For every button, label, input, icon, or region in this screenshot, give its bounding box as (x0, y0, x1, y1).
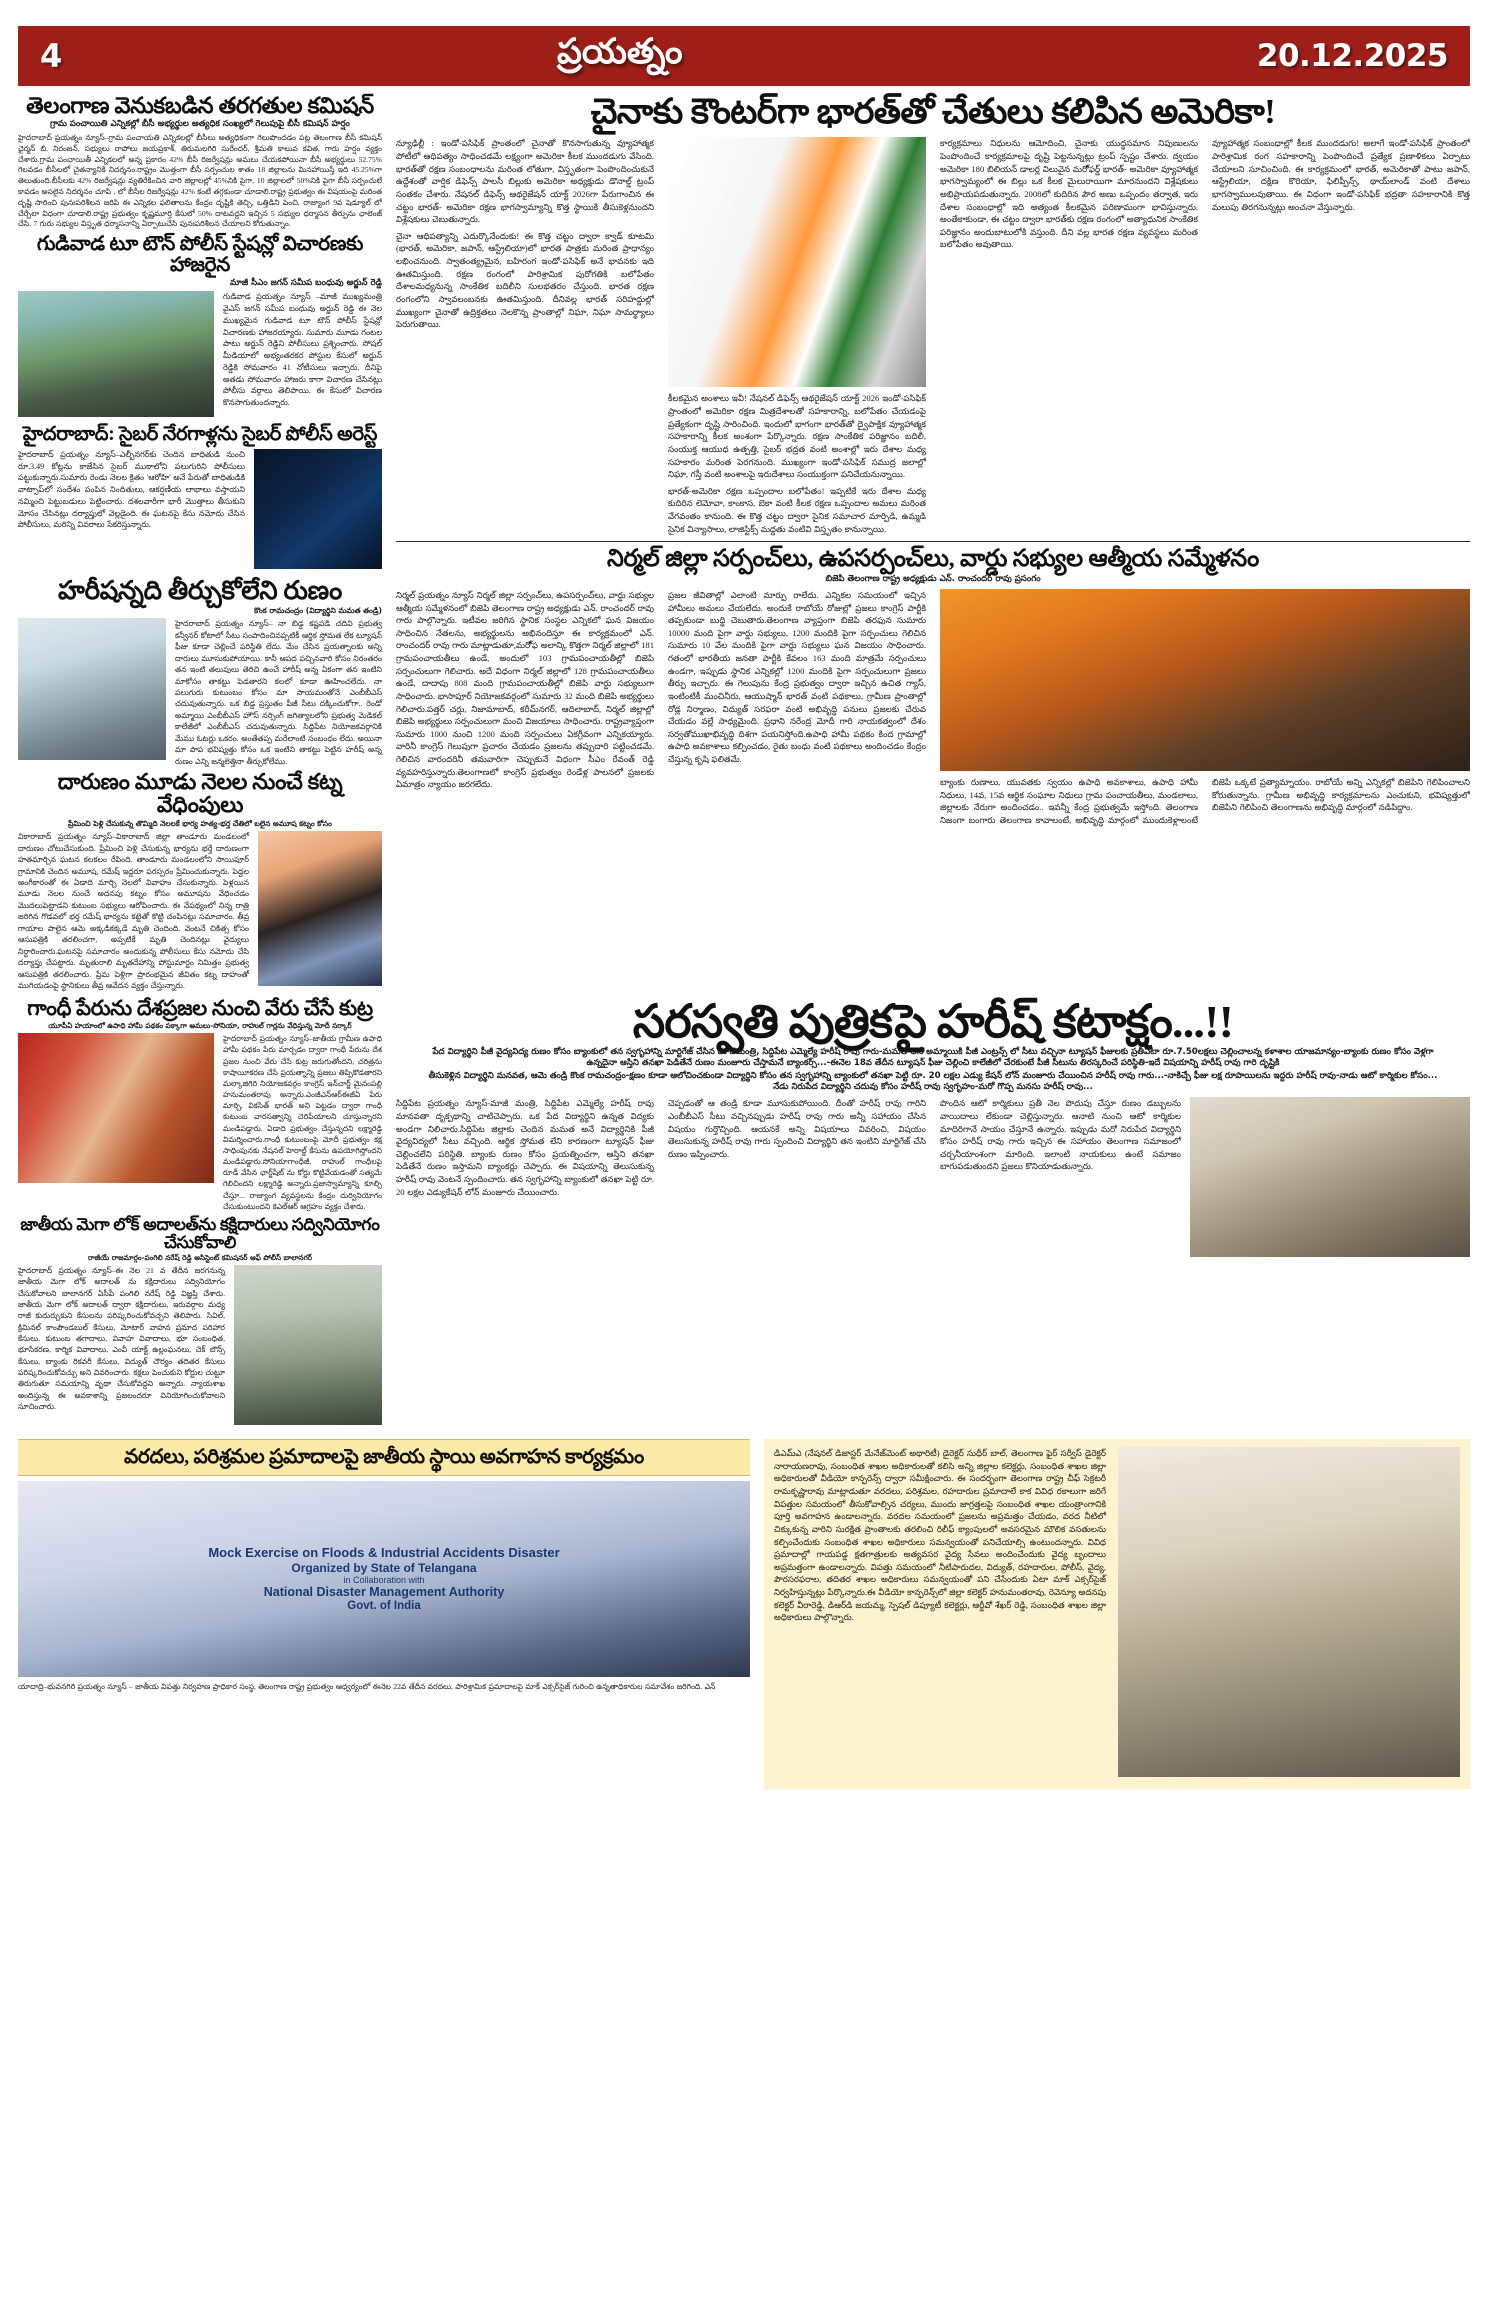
india-us-col-2 (668, 137, 926, 535)
photo-mock-exercise (18, 1481, 750, 1677)
newspaper-page (18, 94, 1470, 1789)
headline-nirmal-sarpanch: నిర్మల్ జిల్లా సర్పంచ్‌లు, ఉపసర్పంచ్‌లు, వార్డు సభ్యుల ఆత్మీయ సమ్మేళనం (607, 546, 1259, 573)
top-region (18, 94, 1470, 996)
nirmal-col-2 (668, 589, 926, 827)
body-police-station: గుడివాడ ప్రయత్నం న్యూస్ –మాజీ ముఖ్యమంత్రి వైఎస్ జగన్ సమీప బంధువు అర్జున్ రెడ్డి ఈ నెల ముఖ్యమైన గుడివాడ టూ టౌన్ పోలీస్ స్టేషన్లో విచారణకు హాజరయ్యారు. సుమారు మూడు గంటల పాటు అర్జున్ రెడ్డిని పోలీసులు ప్రశ్నించారు. సోషల్ మీడియాలో అభ్యంతరకర పోస్టుల కేసులో అర్జున్ రెడ్డికి సోమవారం 41 నోటీసులు ఇచ్చారు. దీనిపై అతడు సోమవారం హాజరు కాగా విచారణ చేసినట్లు పోలీసు వర్గాలు తెలిపాయి. ఈ కేసులో విచారణ కొనసాగుతుందన్నారు. (223, 292, 382, 408)
headline-india-us: చైనాకు కౌంటర్‌గా భారత్‌తో చేతులు కలిపిన అమెరికా! (590, 92, 1276, 131)
photo-gandhi-leaders (18, 1033, 214, 1183)
page-number: 4 (40, 37, 63, 75)
mock-line-1: Mock Exercise on Floods & Industrial Accidents Disaster (208, 1544, 560, 1560)
photo-police-station (18, 291, 214, 417)
subhead-bc-commission: గ్రామ పంచాయితి ఎన్నికల్లో బీసీ అభ్యర్థుల అత్యధిక సంఖ్యలో గెలుపుపై బీసీ కమిషన్ హర్షం (50, 119, 350, 130)
left-column (18, 94, 382, 996)
body-gandhi-a: హైదరాబాద్ ప్రయత్నం న్యూస్–జాతీయ గ్రామీణ ఉపాధి హామీ పథకం పేరు మార్చడం ద్వారా గాంధీ పేరును దేశ ప్రజల నుంచి వేరు చేసే కుట్ర జరుగుతోందని, చరిత్రను కాషాయీకరణ చేసే ప్రయత్నాన్ని ప్రజలు తిప్పికొడతారని మల్కాజిగిరి నియోజకవర్గం కాంగ్రెస్ ఇన్‌చార్జ్ మైనంపల్లి హనుమంతరావు అన్నారు.ఎంజీఎన్ఆర్ఈజీఏ పేరు మార్చి, వికసిత్ భారత్ అని పెట్టడం ద్వారా గాంధీ కుటుంబ వారసత్వాన్ని చెరిపేయాలని చూస్తున్నారని మండిపడ్డారు. ఏడాది ప్రభుత్వం చేస్తున్నదని లక్ష్మారెడ్డి విమర్శించారు.గాంధీ కుటుంబంపై మోదీ ప్రభుత్వం కక్ష సాధింపునకు నేషనల్ హెరాల్డ్ కేసును ఉపయోగిస్తోందని మండిపడ్డారు.సోనియాగాంధీజీ, రాహుల్ గాంధీలపై రూడీ వేసిన ఛార్జ్‌షీట్ ను కోర్టు కొట్టివేయడంతో సత్యమే గెలిచిందని లక్ష్మారెడ్డి అన్నారు.ప్రజాస్వామ్యాన్ని కూల్చి చేస్తూ... రాజ్యాంగ వ్యవస్థలను కేంద్రం దుర్వినియోగం చేసుకుంటుందని కెఎల్ఆర్ ఆగ్రహం వ్యక్తం చేశారు. (223, 1034, 382, 1211)
subhead-lok-adalat: రాజీయే రాజమార్గం-పంగిలి నరేష్ రెడ్డి అసిస్టెంట్ కమిషనర్ ఆఫ్ పోలీస్ బాలానగర్ (87, 1253, 313, 1263)
nirmal-col-3 (940, 589, 1470, 827)
india-us-columns (396, 137, 1470, 535)
publication-date: 20.12.2025 (1256, 38, 1448, 74)
article-india-us (396, 94, 1470, 535)
left-column-middle (18, 995, 382, 1434)
mock-line-2: Organized by State of Telangana (291, 1560, 477, 1575)
mock-line-5: Govt. of India (347, 1600, 421, 1613)
subhead-harish-debt: కొంక రామచంద్రం (విద్యార్థిని మమత తండ్రి) (254, 605, 382, 615)
article-gandhi (18, 995, 382, 1212)
body-bc-commission: హైదరాబాద్ ప్రయత్నం న్యూస్–గ్రామ పంచాయతి ఎన్నికలల్లో బీసీలు అత్యధికంగా గెలుపొందడం పట్ల తెలంగాణ బీసీ కమిషన్ ఛైర్మన్ బి. నిరంజన్, సభ్యులు రాపోలు జయప్రకాశ్, తిరుమలగిరి సురేందర్, శ్రీమతి కాలువ కవిత, గారు హర్షం వ్యక్తం చేశారు.గ్రామ పంచాయితీ ఎన్నికలలో అన్న ప్రకారం 42% బీసీ రిజర్వేషన్లు అమలు చేయకపోయినా బీసీ అభ్యర్థులు 52.75% గెలవడం బీసీలలో చైతన్యానికి నిదర్శనం.రాష్ట్రం మొత్తంగా బీసీ సర్పంచుల శాతం 18 జిల్లాలను మినహాయిస్తే ఇది 45.25%గా తెలుతుంది.బీసీలకు 42% రిజర్వేషన్లు వ్యతిరేకించిన వారి జిల్లాలల్లో 45%నికి పైగా, 10 జిల్లాలలో 50%నికి పైగా బీసీ సర్పంచులే కావడం అసలైన నిదర్శనం చూపి , లో బీసీల రిజర్వేషన్లు 42% కంటే తగ్గకుండా చూడాలి.రాష్ట్ర ప్రభుత్వం ఈ విషయంపై మరింత దృష్టి సారించి పునఃపరిశీలన జరిపి ఈ ఎన్నికల ఫలితాలను కేంద్రం దృష్టికి తెచ్చి, ఒత్తిడిని పెంచి, రాజ్యాంగ 9వ షెడ్యూల్ లో చేర్చేలా విధంగా చూడాలి.రాష్ట్ర ప్రభుత్వం కృష్ణమూర్తి కేసులో 50% దాటవద్దని ఇచ్చిన 5 సభ్యుల ధర్మాసన తీర్పును ఛాలెంజ్ చేసి, 7 గురు సభ్యుల విస్తృత ధర్మాసనాన్ని ఏర్పాటుచేసి పునఃపరిశీలన చేయాలని కోరుతున్నాం. (18, 133, 382, 229)
body-india-us-1a: న్యూఢిల్లీ : ఇండో-పసిఫిక్ ప్రాంతంలో చైనాతో కొనసాగుతున్న వ్యూహాత్మక పోటీలో ఆధిపత్యం సాధించడమే లక్ష్యంగా అమెరికా కీలక ముందడుగు వేసింది. భారత్‌తో రక్షణ సంబంధాలను మరింత లోతుగా, విస్తృతంగా పెంపొందించుకునే ఉద్దేశంతో వార్షిక డిఫెన్స్ పాలసీ బిల్లుకు అమెరికా అధ్యక్షుడు డొనాల్డ్ ట్రంప్ సంతకం చేశారు. నేషనల్ డిఫెన్స్ ఆథరైజేషన్ యాక్ట్ 2026గా పేరుగాంచిన ఈ చట్టం భారత్- అమెరికా రక్షణ భాగస్వామ్యాన్ని కొత్త స్థాయికి తీసుకెళ్లనుందని విశ్లేషకులు చెబుతున్నారు. (396, 138, 654, 225)
middle-region (18, 995, 1470, 1434)
divider-nirmal (396, 541, 1470, 542)
headline-disaster: వరదలు, పరిశ్రమల ప్రమాదాలపై జాతీయ స్థాయి అవగాహన కార్యక్రమం (123, 1446, 645, 1469)
body-saraswati-3: పొందిన ఆటో కార్మికులు ప్రతీ నెల పొదుపు చేస్తూ రుణం డబ్బులను వాయిదాలు లేకుండా చెల్లిస్తున్నారు. ఆనాటి నుంచి ఆటో కార్మికుల మాదిరిగానే సాయం చేస్తూనే ఉన్నారు. ఇప్పుడు మరో నిరుపేద విద్యార్థిని కోసం హరీష్ రావు గారు ఇచ్చిన ఈ సహాయం తెలంగాణ సమాజంలో చర్చనీయాంశంగా మారింది. ఇలాంటి నాయకులు ఉంటే సమాజం బాగుపడుతుందని ప్రజలు కొనియాడుతున్నారు. (940, 1098, 1181, 1172)
photo-india-us-handshake (668, 137, 926, 387)
photo-mock-exercise-screen-text (18, 1481, 750, 1677)
body-lok-adalat: హైదరాబాద్ ప్రయత్నం న్యూస్–ఈ నెల 21 వ తేదీన జరగనున్న జాతీయ మెగా లోక్ అదాలత్ ను కక్షిదారులు సద్వినియోగం చేసుకోవాలని బాలానగర్ ఏసీపీ పంగిలి నరేష్ రెడ్డి విజ్ఞప్తి చేశారు. జాతీయ మెగా లోక్ అదాలత్ ద్వారా కక్షిదారులు, ఇరువర్గాల మధ్య రాజీ కుదుర్చుకుని కేసులను పరిష్కరించుకోవచ్చని తెలిపారు. సివిల్, క్రిమినల్ కాంపౌండబుల్ కేసులు, మోటార్ వాహన ప్రమాద పరిహార కేసులు, కుటుంబ తగాదాలు, వివాహ వివాదాలు, భూ సంబంధిత, భూసేకరణ, కార్మిక వివాదాలు, ఎంవీ యాక్ట్ ఉల్లంఘనలు, చెక్ బౌన్స్ కేసులు, బ్యాంకు రికవరీ కేసులు, విద్యుత్ చౌర్యం తదితర కేసులు పరిష్కరించుకోవచ్చు అని వివరించారు. కక్షలు పెంచుకుని కోర్టుల చుట్టూ తిరుగుతూ సమయాన్ని వృథా చేసుకోవద్దని అన్నారు. న్యాయశాఖ అందిస్తున్న ఈ అవకాశాన్ని ప్రజలందరూ వినియోగించుకోవాలని సూచించారు. (18, 1266, 225, 1411)
india-us-col-1 (396, 137, 654, 535)
newspaper-title: ప్రయత్నం (556, 32, 683, 71)
banner-disaster (18, 1439, 750, 1476)
photo-cyber-crime (254, 449, 382, 569)
headline-saraswati: సరస్వతి పుత్రికపై హరీష్ కటాక్షం...!! (632, 995, 1234, 1047)
body-nirmal-1: నిర్మల్ ప్రయత్నం న్యూస్ నిర్మల్ జిల్లా సర్పంచ్‌లు, ఉపసర్పంచ్‌లు, వార్డు సభ్యుల ఆత్మీయ సమ్మేళనంలో బిజెపి తెలంగాణ రాష్ట్ర అధ్యక్షుడు ఎన్. రాంచందర్ రావు గారు పాల్గొన్నారు. ఇటీవల జరిగిన స్థానిక సంస్థల ఎన్నికలో ఘన విజయం సాధించిన నేతలను, అభ్యర్థులను అభినందిస్తూ ఈ కార్యక్రమంలో ఎన్. రాంచందర్ రావు గారు మాట్లాడుతూ,మరో్ఫ అలాన్కి కొత్తగా నిర్మల్ జిల్లాలో 181 గ్రామపంచాయతీలు ఉండే, అందులో 103 గ్రామపంచాయతీల్లో బిజెపి సర్పంచులుగా గెలిచారు. అదే విధంగా నిర్మల్ జిల్లాలో 128 గ్రామపంచాయతీలు ఉండే, దాదాపు 808 మంది గ్రామపంచాయతీల్లో బిజెపి వార్డు సభ్యులుగా సాధించారు. భాసాపూర్ నియోజకవర్గంలో సుమారు 32 మంది బిజెపి అభ్యర్థులు గెలిచారు.పత్తర్ చర్లు, నిజామాబాద్, కరీమ్‌నగర్, ఆదిలాబాద్, నిర్మల్ జిల్లాల్లో బిజెపి అభ్యర్థులు సర్పంచులుగా మంచి విజయాలు సాధించారు. రాష్ట్రవ్యాప్తంగా సుమారు 1000 నుంచి 1200 మంది సర్పంచులు ఏకగ్రీవంగా ఎన్నికయ్యారు. వారినీ కాంగ్రెస్ గెలుపుగా ప్రచారం చేయడం ప్రజలను తప్పుదారి పట్టించడమే. గెలిచిన వారందరినీ తమవారిగా చెప్పుకునే విధంగా సీఎం రేవంత్ రెడ్డి వ్యవహరిస్తున్నారు.తెలంగాణలో కాంగ్రెస్ ప్రభుత్వం రెండేళ్ల పాలనలో ప్రజలకు ఏమాత్రం న్యాయం జరగలేదు. (396, 589, 654, 790)
mock-line-3: in Collaboration with (343, 1575, 425, 1586)
right-feature-region (396, 94, 1470, 996)
headline-bc-commission: తెలంగాణ వెనుకబడిన తరగతుల కమిషన్ (26, 93, 374, 118)
body-india-us-2a: కీలకమైన అంశాలు ఇవీ! నేషనల్ డిఫెన్స్ ఆథరైజేషన్ యాక్ట్ 2026 ఇండో-పసిఫిక్ ప్రాంతంలో అమెరికా రక్షణ మిత్రదేశాలతో సహకారాన్ని, బలోపేతం చేయడంపై ప్రత్యేకంగా దృష్టి సారించింది. ఇందులో భాగంగా భారత్‌తో ద్వైపాక్షిక వ్యూహాత్మక సహకారాన్ని కీలక అంశంగా పేర్కొన్నారు. రక్షణ సాంకేతిక పరిజ్ఞానం బదిలీ, సంయుక్త ఆయుధ ఉత్పత్తి, సైబర్ భద్రత వంటి అంశాల్లో ఇరు దేశాల మధ్య సహకారం మరింత పెరగనుంది. ముఖ్యంగా ఇండో-పసిఫిక్ సముద్ర జలాల్లో నిఘా, గస్తీ వంటి అంశాలపై ఇరుదేశాలు సంయుక్తంగా పనిచేయనున్నాయి. (668, 393, 926, 480)
india-us-col-4 (1212, 137, 1470, 535)
headline-harish-debt: హరీషన్నది తీర్చుకోలేని రుణం (58, 575, 342, 605)
photo-bjp-rally (940, 589, 1470, 771)
disaster-left (18, 1439, 750, 1692)
subhead-gandhi: యూపీఏ హయాంలో ఉపాధి హామీ పథకం పక్కాగా అమలు-సోనియా, రాహుల్ గార్లను వేధిస్తున్న మోదీ సర్కార్ (48, 1021, 352, 1031)
mock-line-4: National Disaster Management Authority (263, 1585, 505, 1600)
india-us-col-3 (940, 137, 1198, 535)
subhead-dowry-murder: ప్రేమించి పెళ్లి చేసుకున్న తొమ్మిది నెలలకే భార్య హత్య-భర్త చేతిలో బలైన అమూష కట్నం కోసం (68, 818, 332, 828)
body-disaster: డిఎమ్ఎ (నేషనల్ డిజాస్టర్ మేనేజ్‌మెంట్ అథారిటీ) డైరెక్టర్ సుధీర్ బాల్, తెలంగాణ ఫైర్ సర్వీస్ డైరెక్టర్ నారాయణరావు, సంబంధిత శాఖల అధికారులతో కలిసి అన్ని జిల్లాల కలెక్టర్లు, సంబంధిత శాఖల జిల్లా అధికారులతో వీడియో కాన్ఫరెన్స్ ద్వారా సమీక్షించారు. ఈ సందర్భంగా తెలంగాణ రాష్ట్ర చీఫ్ సెక్రటరీ రామకృష్ణారావు మాట్లాడుతూ వరదలు, పరిశ్రమల, రహదారుల ప్రమాదాలే కాక వివిధ రకాలుగా జరిగే విపత్తుల సమయంలో తీసుకోవాల్సిన చర్యలు, ముందు జాగ్రత్తలపై సంబంధిత శాఖల యంత్రాంగానికి పూర్తి అవగాహన ఉండాలన్నారు. వరదల సమయంలో ప్రజలను అప్రమత్తం చేయడం, వరద నీటిలో చిక్కుకున్న వారిని సురక్షిత ప్రాంతాలకు తరలించి రిలీఫ్ క్యాంపులలో అవసరమైన మౌలిక వసతులను కల్పించేందుకు సంబంధిత శాఖల అధికారులు సమన్వయంతో పనిచేయాల్సి ఉంటుందన్నారు. వివిధ ప్రమాదాల్లో గాయపడ్డ క్షతగాత్రులకు అత్యవసర వైద్య సేవలు అందించేందుకు వైద్య బృందాలు అప్రమత్తంగా ఉండాలన్నారు. విపత్తు సమయంలో నీటిపారుదల, విద్యుత్, రహదారుల, పోలీస్, వైద్య, పౌరసరఫరాల, తదితర శాఖల అధికారులు సమన్వయంతో పని చేసేందుకు ఏటా మాక్ ఎక్సర్‌సైజ్ నిర్వహిస్తున్నట్లు పేర్కొన్నారు.ఈ వీడియో కాన్ఫరెన్స్‌లో జిల్లా కలెక్టర్ హనుమంతరావు, రెవెన్యూ అదనపు కలెక్టర్ వీరారెడ్డి, డిఆర్‌డి జయమ్మ, స్పెషల్ డిప్యూటీ కలెక్టర్లు, ఆర్డీవో శేఖర్ రెడ్డి, సంబంధిత శాఖల జిల్లా అధికారులు పాల్గొన్నారు. (774, 1448, 1106, 1623)
body-nirmal-2: ప్రజల జీవితాల్లో ఎలాంటి మార్పు రాలేదు. ఎన్నికల సమయంలో ఇచ్చిన హామీలు అమలు చేయలేదు. అందుకే రాబోయే రోజుల్లో ప్రజలు కాంగ్రెస్ పార్టీకి తప్పకుండా బుద్ధి చెబుతారు.తెలంగాణ వ్యాప్తంగా బిజెపి తరఫున సుమారు 10000 మంది పైగా వార్డు సభ్యులు, 1200 మందికి పైగా సర్పంచులు గెలిచిన సుమారు 10 వేల మందికి పైగా వార్డు సభ్యులు ఘన విజయం సాధించారు. గతంలో భారతీయ జనతా పార్టీకి కేవలం 163 మంది మాత్రమే సర్పంచులు ఉండగా, ఇప్పుడు స్థానిక ఎన్నికల్లో 1200 మందికి పైగా సర్పంచులుగా ప్రజలు తీర్పు ఇచ్చారు. ఈ గెలుపును కేంద్ర ప్రభుత్వం ద్వారా ఇచ్చిన ఉచిత గ్యాస్, ఇంటింటికీ మంచినీరు, ఆయుష్మాన్ భారత్ వంటి పథకాలు, గ్రామీణ ప్రాంతాల్లో రోడ్ల నిర్మాణం, విద్యుత్ సరఫరా వంటి అభివృద్ధి పనులు ప్రజలకు చేరువ చేయడం వల్లే సాధ్యమైంది. ప్రధాని నరేంద్ర మోదీ గారి నాయకత్వంలో దేశం సర్వతోముఖాభివృద్ధి దిశగా పయనిస్తోంది.ఉపాధి హామీ పథకం కింద గ్రామాల్లో ఉపాధి అవకాశాలు కల్పించడం, రైతు బంధు వంటి పథకాలు అందించడం కేంద్రం చేస్తున్న కృషి ఫలితమే. (668, 589, 926, 765)
headline-police-station: గుడివాడ టూ టౌన్ పోలీస్ స్టేషన్లో విచారణకు హాజరైన (36, 233, 364, 276)
article-saraswati (396, 995, 1470, 1434)
disaster-right (764, 1439, 1470, 1789)
photo-police-officer (234, 1265, 382, 1425)
headline-gandhi: గాంధీ పేరును దేశప్రజల నుంచి వేరు చేసే కుట్ర (27, 995, 373, 1020)
photo-couple (258, 831, 382, 986)
body-india-us-1b: చైనా ఆధిపత్యాన్ని ఎదుర్కొనేందుకు! ఈ కొత్త చట్టం ద్వారా క్వాడ్ కూటమి (భారత్, అమెరికా, జపాన్, ఆస్ట్రేలియా)లో భారత పాత్రకు మరింత ప్రాధాన్యం లభించనుంది. స్వాతంత్య్రమైన, బహిరంగ ఇండో-పసిఫిక్ అనే భావనకు ఇది ఊతమిస్తుంది. రక్షణ రంగంలో పారిశ్రామిక పురోగతికి బలోపేతం దేశాలమధ్యనున్న సాంకేతిక బదిలీని సులభతరం చేస్తుంది. భారత రక్షణ రంగంలోని స్వావలంబనకు ఊతమిస్తుంది. దీనివల్ల భారత్ సరిహద్దుల్లో ముఖ్యంగా చైనాతో ఉద్రిక్తతలు నెలకొన్న ప్రాంతాల్లో నిఘా, నిఘా సామర్థ్యాలు పెరుగుతాయి. (396, 230, 654, 330)
article-nirmal-sarpanch (396, 541, 1470, 826)
body-india-us-2b: భారత్-అమెరికా రక్షణ ఒప్పందాల బలోపేతం! ఇప్పటికే ఇరు దేశాల మధ్య కుదిరిన లెమోవా, కాంకాస, బెకా వంటి కీలక రక్షణ ఒప్పందాల అమలు మరింత వేగవంతం కానుంది. ఈ కొత్త చట్టం ద్వారా సైనిక సమాచార మార్పిడి, ఉమ్మడి సైనిక విన్యాసాలు, లాజిస్టిక్స్ మద్దతు వంటివి విస్తృతం కానున్నాయి. (668, 485, 926, 534)
masthead-banner (18, 26, 1470, 86)
body-saraswati-2: చెప్పడంతో ఆ తండ్రి కూడా మూసుకుపోయింది. దీంతో హరీష్ రావు గారిని ఎంబీబీఎస్ సీటు వచ్చినప్పుడు హరీష్ రావు గారు అన్నీ సహాయం చేసిన విషయం గుర్తొచ్చింది. ఆయనకే అన్ని విషయాలు వివరించి, విషయం తెలుసుకున్న హరీష్ రావు గారు స్పందించి విద్యార్థిని తన ఇంటిని మార్టిగేజ్ చేసి రుణం ఇప్పించారు. (668, 1098, 926, 1159)
headline-cyber-arrest: హైదరాబాద్: సైబర్ నేరగాళ్లను సైబర్ పోలీస్ అరెస్ట్ (22, 424, 378, 446)
nirmal-col-1 (396, 589, 654, 827)
subhead-police-station: మాజీ సీఎం జగన్ సమీప బంధువు అర్జున్ రెడ్డి (230, 277, 382, 288)
headline-dowry-murder: దారుణం మూడు నెలల నుంచే కట్న వేధింపులు (57, 769, 343, 818)
article-bc-commission (18, 94, 382, 230)
body-harish-debt: హైదరాబాద్ ప్రయత్నం న్యూస్– నా బిడ్డ కష్టపడి చదివి ప్రభుత్వ కన్వీనర్ కోటాలో సీటు సంపాదించినప్పటికీ ఆర్థిక స్తోమత లేక ట్యూషన్ ఫీజు కూడా చెల్లించే పరిస్థితి లేదు. మేం చేసిన ప్రయత్నాలకు అన్ని దారులు మూసుకుపోయాయి. కానీ ఆపద పచ్చినవారి కోసం నిరంతరం తన ఇంటి తలుపులు తెరిచి ఉంచే హారీష్ అన్న ఏకంగా తన ఇంటిని మాకోసం తాకట్టు పెడతారని కలలో కూడా ఊహించలేదు. నా పలుగురు కుటుంబం కోసం మా సాయమంతోనే ఎంబీబీఎస్ చదువుతున్నారు. ఒక బిడ్డ ప్రస్తుతం పీజీ సీటు దక్కించుకోగా.. రెండో అమ్మాయి ఎంబీబీఎస్ హౌస్ నర్సింగ్ జగిత్యాలలోని ప్రభుత్వ మెడికల్ కాలేజీలో ఎంబీబీఎస్ చదువుతున్నారు. సిద్దిపేట నియోజకవర్గానికి మేము ఓటర్లు ఒకరం. అంతేతప్ప మరేలాంటి సంబంధం లేదు. అయినా మా పాప భవిష్యత్తు కోసం ఒక ఇంటిని తాకట్టు పెట్టిన హరీష్ అన్న రుణం ఎన్ని జన్మలెత్తినా తీర్చుకోలేము. (175, 619, 382, 766)
saraswati-col-1 (396, 1097, 654, 1261)
caption-disaster: యాదాద్రి–భువనగిరి ప్రయత్నం న్యూస్ – జాతీయ విపత్తు నిర్వహణ ప్రాధికార సంస్థ, తెలంగాణ రాష్ట్ర ప్రభుత్వం ఆధ్వర్యంలో ఈనెల 22వ తేదీన వరదలు, పారిశ్రామిక ప్రమాదాలపై మాక్ ఎక్సర్‌సైజ్ గురించి ఉన్నతాధికారుల సమావేశం జరిగింది. ఎన్ (18, 1681, 716, 1691)
article-cyber-arrest (18, 425, 382, 572)
headline-lok-adalat: జాతీయ మెగా లోక్ అదాలత్‌ను కక్షిదారులు సద్వినియోగం చేసుకోవాలి (20, 1214, 380, 1252)
body-india-us-3b: వ్యూహాత్మక సంబంధాల్లో కీలక ముందడుగు! అలాగే ఇండో-పసిఫిక్ ప్రాంతంలో పారిశ్రామిక రంగ సహకారాన్ని పెంపొందించే ప్రత్యేక ప్రణాళికలు ఏర్పాటు చేయాలని సూచించింది. ఈ కార్యక్రమంలో భారత్, అమెరికాతో పాటు జపాన్, ఆస్ట్రేలియా, దక్షిణ కొరియా, ఫిలిప్పీన్స్, థాయ్‌లాండ్ వంటి దేశాలు భాగస్వాములవుతాయి. ఈ విధంగా ఇండో-పసిఫిక్ భద్రతా సహకారానికి కొత్త మలుపు తిరగనున్నట్లు అంచనా వేస్తున్నారు. (1212, 138, 1470, 212)
saraswati-col-2 (668, 1097, 926, 1261)
saraswati-col-3 (940, 1097, 1470, 1261)
body-dowry-murder: వికారాబాద్ ప్రయత్నం న్యూస్–వికారాబాద్ జిల్లా తాండూరు మండలంలో దారుణం చోటుచేసుకుంది. ప్రేమించి పెళ్లి చేసుకున్న భార్యను భర్తే దారుణంగా హతమార్చిన ఘటన కలకలం రేపింది. తాండూరు మండలంలోని సాయిపూర్ గ్రామానికి చెందిన అమూష, రమేష్ ఇద్దరూ పరస్పరం ప్రేమించుకున్నారు. పెద్దల అంగీకారంతో ఈ ఏడాది మార్చి నెలలో వివాహం చేసుకున్నారు. పెళ్లయిన మూడు నెలల నుంచే అదనపు కట్నం కోసం అమూషను వేధించడం మొదలుపెట్టాడని కుటుంబ సభ్యులు ఆరోపించారు. ఈ నేపథ్యంలో నిన్న రాత్రి జరిగిన గొడవలో భర్త రమేష్ భార్యను కట్టెతో కొట్టి చంపినట్లు సమాచారం. తీవ్ర గాయాల పాలైన ఆమె అక్కడికక్కడే మృతి చెందింది. వెంటనే చికిత్స కోసం ఆసుపత్రికి తరలించగా, అప్పటికే మృతి చెందినట్లు వైద్యులు నిర్ధారించారు.ఘటనపై సమాచారం అందుకున్న పోలీసులు కేసు నమోదు చేసి దర్యాప్తు చేపట్టారు. మృతురాలి మృతదేహాన్ని పోస్టుమార్టం నిమిత్తం ప్రభుత్వ ఆసుపత్రికి తరలించారు. ప్రేమ పెళ్లిగా ప్రారంభమైన జీవితం కట్న దాహంతో ముగియడంపై స్థానికులు తీవ్ర ఆవేదన వ్యక్తం చేస్తున్నారు. (18, 832, 249, 991)
body-nirmal-3: బ్యాంకు రుణాలు, యువతకు స్వయం ఉపాధి అవకాశాలు, ఉపాధి హామీ నిధులు, 14వ, 15వ ఆర్థిక సంఘాల నిధులు గ్రామ పంచాయతీలు, మండలాలు, జిల్లాలకు నేరుగా అందించడం.. ఇవన్నీ కేంద్ర ప్రభుత్వమే ఇస్తోంది. తెలంగాణ నిజంగా బంగారు తెలంగాణ కావాలంటే, అభివృద్ధి మార్గంలో ముందుకెళ్లాలంటే బిజెపి ఒక్కటే ప్రత్యామ్నాయం. రాబోయే అన్ని ఎన్నికల్లో బిజెపిని గెలిపించాలని కోరుతున్నాను. గ్రామీణ అభివృద్ధి కార్యక్రమాలను ఎంచుకుని, భవిష్యత్తులో బిజెపిని గెలిపించి తెలంగాణను అభివృద్ధి మార్గంలో నడిపిద్దాం. (940, 776, 1470, 825)
article-lok-adalat (18, 1216, 382, 1429)
article-police-station (18, 234, 382, 421)
photo-review-meeting (1118, 1447, 1460, 1777)
subhead-nirmal-sarpanch: బిజెపి తెలంగాణ రాష్ట్ర అధ్యక్షుడు ఎన్. రాంచందర్ రావు ప్రసంగం (825, 574, 1041, 585)
subhead-saraswati-1: పేద విద్యార్థిని పీజీ వైద్యవిద్య రుణం కోసం బ్యాంకులో తన స్వగృహాన్ని మార్టిగేజ్ చేసిన మాజీమంత్రి, సిద్దిపేట ఎమ్మెల్యే హరీష్ రావు గారు-మమత అనే అమ్మాయికి పీజీ ఎంట్రన్స్ లో సీటు వచ్చినా ట్యూషన్ ఫీజులకు ప్రతీఏటా రూ.7.50లక్షలు చెల్లించాలన్న కళాశాల యాజమాన్యం-బ్యాంకు రుణం కోసం వెళ్లగా ఉన్నదైనా ఆస్తిని తనఖా పెడితేనే రుణం మంజూరు చేస్తామనే బ్యాంకర్స్...-ఈనెల 18వ తేదీన ట్యూషన్ ఫీజు చెల్లించి కాలేజీలో చేరకుంటే పీజీ సీటును తిరస్కరించే పరిస్థితి-ఇదే విషయాన్ని హరీష్ రావు గారి దృష్టికి (432, 1047, 1434, 1069)
body-india-us-3a: కార్యక్రమాలు నిధులను ఆమోదించి, చైనాకు యుద్ధసమాన నిపుణులను పెంపొందించే కార్యక్రమాలపై దృష్టి పెట్టనున్నట్లు ట్రంప్ స్పష్టం చేశారు. ద్వయం అమెరికా 180 బిలియన్ డాలర్ల విలువైన మరో్ఫర్డ్ భారత్- అమెరికా వ్యూహాత్మక భాగస్వామ్యంలో ఈ బిల్లు ఒక కీలక మైలురాయిగా మారనుందని విశ్లేషకులు అభిప్రాయపడుతున్నారు. 2008లో కుదిరిన పౌర అణు ఒప్పందం తర్వాత, ఇరు దేశాల సంబంధాల్లో ఇది అత్యంత కీలకమైన పరిణామంగా భావిస్తున్నారు. అంతేకాకుండా, ఈ చట్టం ద్వారా భారత్‌కు రక్షణ రంగంలో అత్యాధునిక సాంకేతిక పరిజ్ఞానం అందుబాటులోకి వస్తుంది. దీని వల్ల భారత రక్షణ వ్యవస్థలు మరింత బలోపేతం అవుతాయి. (940, 138, 1198, 250)
body-cyber-arrest: హైదరాబాద్ ప్రయత్నం న్యూస్–ఎల్బీనగర్‌కు చెందిన బాధితుడి నుంచి రూ.3.49 కోట్లను కాజేసిన సైబర్ ముఠాలోని పలుగురిని పోలీసులు పట్టుకున్నారు.సుమారు రెండు నెలల క్రితం 'ఆరోహి' అనే పేరుతో బాధితుడికి వాట్సాప్‌లో సందేశం పంపిన నిందితులు, ఆకర్షణీయ లాభాలు వస్తాయని నమ్మించి పెట్టుబడులు పెట్టించారు. దశలవారీగా భారీ మొత్తాలు తీసుకుని మోసం చేసినట్లు దర్యాప్తులో వెల్లడైంది. ఈ ఘటనపై కేసు నమోదు చేసిన పోలీసులు, మరిన్ని వివరాలు సేకరిస్తున్నారు. (18, 449, 245, 530)
article-disaster (18, 1439, 1470, 1789)
photo-harish-rao-portrait (18, 618, 166, 760)
photo-harish-rao-mic (1190, 1097, 1470, 1257)
article-dowry-murder (18, 771, 382, 991)
article-harish-debt (18, 577, 382, 767)
subhead-saraswati-2: తీసుకెళ్లిన విద్యార్థిని మనవత, ఆమె తండ్రి కొంక రామచంద్రం-క్షణం కూడా ఆలోచించకుండా విద్యార్థిని కోసం తన స్వగృహాన్ని బ్యాంకులో తనఖా పెట్టి రూ. 20 లక్షల ఎడ్యు కేషన్ లోన్ మంజూరు చేయించిన హరీష్ రావు గారు...-నాకిచ్చే ఫీజు లక్ష రూపాయిలను ఇద్దరు హరీష్ రావు-నాడు ఆటో కార్మికుల కోసం... నేడు నిరుపేద విద్యార్థిని చదువు కోసం హరీష్ రావు స్వగృహం-మరో గొప్ప మనసు హరీష్ రావు... (428, 1070, 1438, 1092)
body-saraswati-1: సిద్దిపేట ప్రయత్నం న్యూస్-మాజీ మంత్రి, సిద్దిపేట ఎమ్మెల్యే హరీష్ రావు మానవతా దృక్పథాన్ని చాటిచెప్పారు. ఒక పేద విద్యార్థిని ఉన్నత విద్యకు అండగా నిలిచారు.సిద్దిపేట జిల్లాకు చెందిన మమత అనే విద్యార్థినికి పీజీ వైద్యవిద్యలో సీటు వచ్చింది. ఆర్థిక స్తోమత లేని కారణంగా ట్యూషన్ ఫీజు చెల్లించలేని పరిస్థితి. బ్యాంకు రుణం కోసం ప్రయత్నించగా, ఆస్తిని తనఖా పెడితేనే రుణం ఇస్తామని బ్యాంకర్లు చెప్పారు. ఈ విషయాన్ని తెలుసుకున్న హరీష్ రావు వెంటనే స్పందించారు. తన స్వగృహాన్ని బ్యాంకులో తనఖా పెట్టి రూ. 20 లక్షల ఎడ్యుకేషన్ లోన్ మంజూరు చేయించారు. (396, 1098, 654, 1197)
